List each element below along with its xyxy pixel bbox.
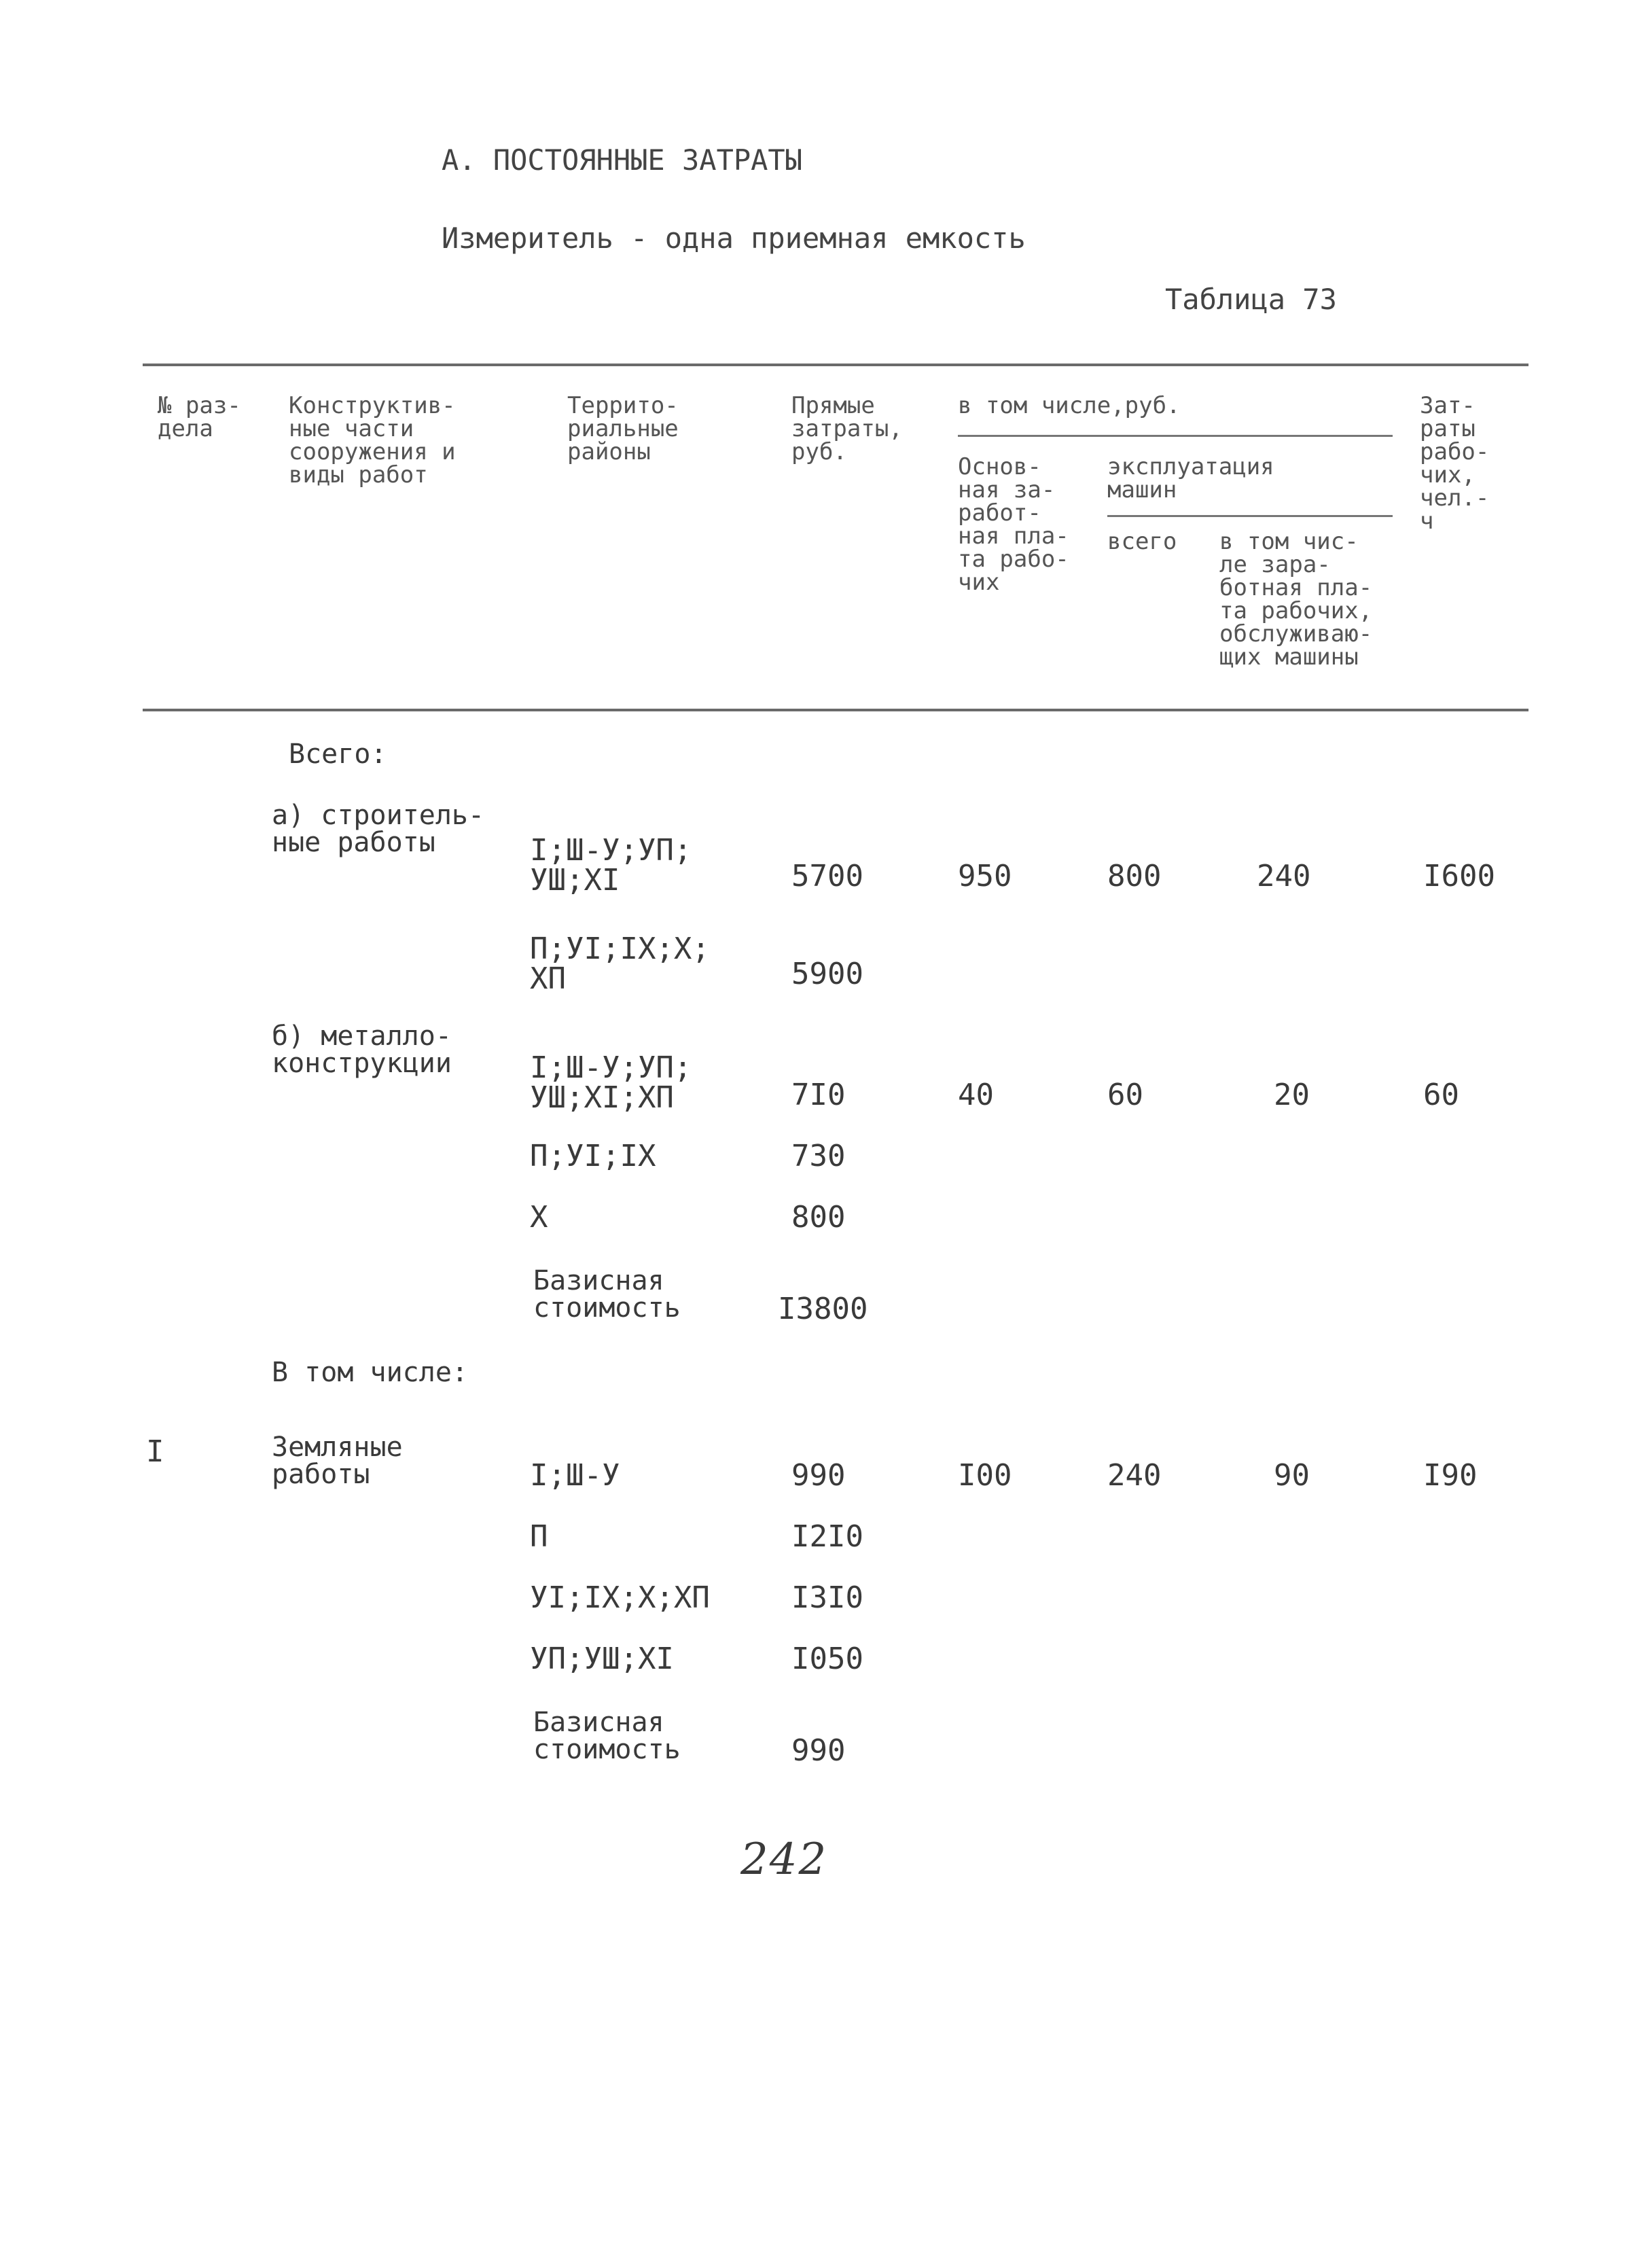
row-a1-direct: 5700: [791, 859, 863, 893]
row-b-label: б) металло- конструкции: [272, 1021, 452, 1079]
section-1-r1-regions: I;Ш-У: [530, 1458, 620, 1493]
col-header-incl: в том числе,руб.: [958, 392, 1181, 419]
incl-underline: [958, 435, 1393, 437]
col-header-regions: Террито- риальные районы: [567, 392, 679, 465]
section-1-r1-direct: 990: [791, 1458, 846, 1493]
col-header-machines-total: всего: [1107, 528, 1177, 555]
incl-label: В том числе:: [272, 1357, 468, 1388]
row-a1-machines-incl: 240: [1257, 859, 1311, 893]
row-b2-regions: П;УI;IX: [530, 1139, 656, 1173]
row-b-base-value: I3800: [778, 1292, 868, 1326]
col-header-direct: Прямые затраты, руб.: [791, 392, 903, 465]
machines-underline: [1107, 515, 1393, 517]
table-top-rule: [143, 364, 1528, 366]
row-a1-labor: I600: [1423, 859, 1495, 893]
row-b-base-label: Базисная стоимость: [533, 1265, 681, 1324]
col-header-machines-incl: в том чис- ле зара- ботная пла- та рабочих, обслуживаю- щих машины: [1219, 528, 1373, 671]
row-a1-regions: I;Ш-У;УП; УШ;XI: [530, 833, 692, 898]
row-b3-regions: X: [530, 1200, 548, 1235]
col-header-parts: Конструктив- ные части сооружения и виды работ: [289, 392, 456, 489]
row-a1-machines-total: 800: [1107, 859, 1162, 893]
row-b1-direct: 7I0: [791, 1078, 846, 1112]
section-1-r4-direct: I050: [791, 1642, 863, 1676]
section-1-base-value: 990: [791, 1733, 846, 1768]
section-1-r3-regions: УI;IX;X;XП: [530, 1580, 710, 1615]
page-number: 242: [740, 1835, 828, 1885]
row-b1-base: 40: [958, 1078, 994, 1112]
row-b1-labor: 60: [1423, 1078, 1459, 1112]
section-1-r1-machines-total: 240: [1107, 1458, 1162, 1493]
section-1-label: Земляные работы: [272, 1432, 403, 1490]
row-b2-direct: 730: [791, 1139, 846, 1173]
col-header-section: № раз- дела: [158, 392, 241, 442]
section-1-r3-direct: I3I0: [791, 1580, 863, 1615]
section-1-r2-direct: I2I0: [791, 1519, 863, 1554]
row-a2-regions: П;УI;IX;X; XП: [530, 932, 710, 996]
row-b1-regions: I;Ш-У;УП; УШ;XI;XП: [530, 1050, 692, 1115]
row-b1-machines-incl: 20: [1274, 1078, 1310, 1112]
section-1-r4-regions: УП;УШ;XI: [530, 1642, 674, 1676]
section-1-base-label: Базисная стоимость: [533, 1707, 681, 1765]
row-b1-machines-total: 60: [1107, 1078, 1143, 1112]
col-header-machines: эксплуатация машин: [1107, 453, 1274, 503]
section-heading: А. ПОСТОЯННЫЕ ЗАТРАТЫ: [442, 143, 803, 177]
total-label: Всего:: [289, 739, 387, 770]
col-header-base-wage: Основ- ная за- работ- ная пла- та рабо- чих: [958, 453, 1069, 596]
section-1-r1-machines-incl: 90: [1274, 1458, 1310, 1493]
row-a2-direct: 5900: [791, 957, 863, 991]
section-1-r1-labor: I90: [1423, 1458, 1478, 1493]
section-1-r2-regions: П: [530, 1519, 548, 1554]
row-b3-direct: 800: [791, 1200, 846, 1235]
section-1-r1-base: I00: [958, 1458, 1012, 1493]
row-a-label: а) строитель- ные работы: [272, 800, 485, 858]
meter-line: Измеритель - одна приемная емкость: [442, 222, 1026, 255]
row-a1-base: 950: [958, 859, 1012, 893]
section-1-number: I: [146, 1434, 164, 1469]
table-number: Таблица 73: [1165, 283, 1337, 316]
header-bottom-rule: [143, 709, 1528, 711]
col-header-labor: Зат- раты рабо- чих, чел.- ч: [1420, 392, 1490, 535]
